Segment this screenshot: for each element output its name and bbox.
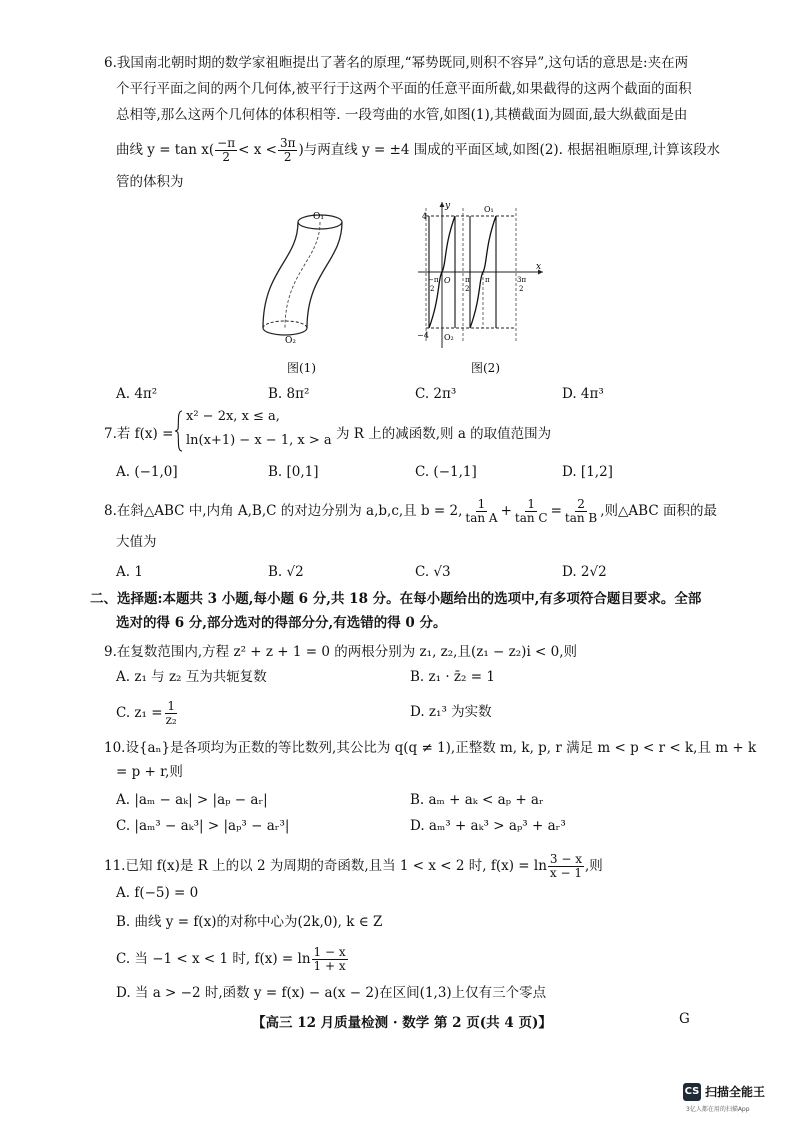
svg-text:−4: −4 (417, 331, 429, 340)
svg-text:3π: 3π (517, 276, 527, 284)
q11-option-b[interactable]: B. 曲线 y = f(x)的对称中心为(2k,0), k ∈ Z (116, 914, 383, 930)
q8-option-d[interactable]: D. 2√2 (562, 564, 607, 580)
q9-option-c[interactable] (116, 700, 180, 727)
q7-option-d[interactable]: D. [1,2] (562, 464, 613, 480)
q7-option-c[interactable]: C. (−1,1] (415, 464, 477, 480)
q6-line-3: 总相等,那么这两个几何体的体积相等. 一段弯曲的水管,如图(1),其横截面为圆面,最大纵截面是由 (116, 107, 688, 123)
svg-text:−π: −π (428, 276, 439, 284)
q10-option-c[interactable]: C. |aₘ³ − aₖ³| > |aₚ³ − aᵣ³| (116, 818, 290, 834)
q6-curve-text: 曲线 y = tan x (116, 142, 209, 158)
q11-stem-text: 11.已知 f(x)是 R 上的以 2 为周期的奇函数,且当 1 < x < 2 时, f(x) = ln (104, 858, 547, 874)
q7-prefix: 7.若 f(x) = (104, 426, 174, 442)
q11-option-c-label: C. 当 −1 < x < 1 时, f(x) = ln (116, 951, 311, 967)
q6-option-c[interactable]: C. 2π³ (415, 386, 457, 402)
q6-line-2: 个平行平面之间的两个几何体,被平行于这两个平面的任意平面所截,如果截得的这两个截面的面积 (116, 81, 692, 97)
q11-stem (104, 853, 603, 880)
scanner-logo-icon: CS (683, 1083, 701, 1101)
q6-option-d[interactable]: D. 4π³ (562, 386, 604, 402)
scanner-slogan: 3亿人都在用的扫描App (686, 1106, 750, 1113)
figure-1-pipe (255, 200, 365, 360)
q6-option-b[interactable]: B. 8π² (268, 386, 310, 402)
svg-text:O₂: O₂ (444, 333, 454, 342)
q6-option-a[interactable]: A. 4π² (116, 386, 158, 402)
svg-text:x: x (536, 262, 542, 272)
page-footer: 【高三 12 月质量检测 · 数学 第 2 页(共 4 页)】 (252, 1015, 552, 1031)
q7-piece-2: ln(x+1) − x − 1, x > a (186, 433, 332, 448)
q7-piece-1: x² − 2x, x ≤ a, (186, 409, 280, 424)
q9-option-c-label: C. z₁ = (116, 705, 163, 721)
svg-text:O: O (444, 276, 451, 285)
q9-option-a[interactable]: A. z₁ 与 z₂ 互为共轭复数 (116, 669, 267, 685)
q6-line-5: 管的体积为 (116, 174, 184, 190)
q7-brace (174, 410, 184, 452)
paper-version-letter: G (679, 1011, 690, 1027)
q8-stem: 8.在斜△ABC 中,内角 A,B,C 的对边分别为 a,b,c,且 b = 2, (104, 503, 463, 519)
fig1-label-top: O₁ (313, 212, 324, 222)
svg-text:π: π (465, 276, 470, 284)
svg-text:2: 2 (430, 285, 435, 293)
q9-stem: 9.在复数范围内,方程 z² + z + 1 = 0 的两根分别为 z₁, z₂,且(z₁ − z₂)i < 0,则 (104, 644, 578, 660)
q6-line-1: 6.我国南北朝时期的数学家祖暅提出了著名的原理,“幂势既同,则积不容异”,这句话的意思是:夹在两 (104, 55, 689, 71)
section-2-line-1: 二、选择题:本题共 3 小题,每小题 6 分,共 18 分。在每小题给出的选项中,有多项符合题目要求。全部 (90, 591, 702, 607)
q8-option-a[interactable]: A. 1 (116, 564, 143, 580)
q7-option-a[interactable]: A. (−1,0] (116, 464, 178, 480)
section-2-line-2: 选对的得 6 分,部分选对的得部分分,有选错的得 0 分。 (116, 615, 447, 631)
svg-text:y: y (445, 201, 451, 211)
svg-text:O₁: O₁ (484, 205, 494, 214)
q10-option-a[interactable]: A. |aₘ − aₖ| > |aₚ − aᵣ| (116, 792, 268, 808)
figure-1-caption: 图(1) (287, 361, 316, 375)
q8-option-c[interactable]: C. √3 (415, 564, 451, 580)
svg-text:4: 4 (422, 212, 428, 221)
q11-option-c[interactable] (116, 946, 349, 973)
q7-option-b[interactable]: B. [0,1] (268, 464, 319, 480)
q10-option-d[interactable]: D. aₘ³ + aₖ³ > aₚ³ + aᵣ³ (410, 818, 566, 834)
q7-suffix: 为 R 上的减函数,则 a 的取值范围为 (336, 426, 552, 442)
q8-line-2: 大值为 (116, 534, 157, 550)
q9-option-b[interactable]: B. z₁ · z̄₂ = 1 (410, 669, 495, 685)
q6-line-4 (116, 137, 720, 164)
scanner-app-name: 扫描全能王 (705, 1085, 766, 1099)
q9-option-d[interactable]: D. z₁³ 为实数 (410, 704, 492, 720)
q11-stem-rest: ,则 (585, 858, 603, 874)
q8-option-b[interactable]: B. √2 (268, 564, 304, 580)
figure-2-caption: 图(2) (471, 361, 500, 375)
svg-text:π: π (485, 276, 490, 284)
svg-text:2: 2 (465, 285, 470, 293)
q11-option-a[interactable]: A. f(−5) = 0 (116, 885, 199, 901)
q10-option-b[interactable]: B. aₘ + aₖ < aₚ + aᵣ (410, 792, 544, 808)
q8-stem-rest: ,则△ABC 面积的最 (600, 503, 717, 519)
q10-line-2: = p + r,则 (116, 764, 183, 780)
q11-stem-fraction: $\frac{3 - x}{x - 1}$ (549, 852, 583, 880)
q8-line-1 (104, 498, 717, 525)
q8-equation: $\frac{1}{\text{tan A}}$ + $\frac{1}{\text{tan C}}$ = $\frac{2}{\text{tan B}}$ (465, 497, 598, 525)
q10-line-1: 10.设{aₙ}是各项均为正数的等比数列,其公比为 q(q ≠ 1),正整数 m, k, p, r 满足 m < p < r < k,且 m + k (104, 740, 757, 756)
svg-text:2: 2 (519, 285, 524, 293)
q9-option-c-fraction: $\frac{1}{\text{z₂}}$ (165, 699, 177, 727)
figure-2-graph (408, 198, 548, 350)
fig1-label-bottom: O₂ (285, 336, 296, 346)
q6-curve-text-rest: 与两直线 y = ±4 围成的平面区域,如图(2). 根据祖暅原理,计算该段水 (303, 142, 721, 158)
q6-domain: ( $\frac{-\pi}{2}$ < x < $\frac{3\pi}{2}$ ) (208, 136, 304, 164)
q11-option-c-fraction: $\frac{1 - x}{1 + x}$ (313, 945, 346, 973)
q11-option-d[interactable]: D. 当 a > −2 时,函数 y = f(x) − a(x − 2)在区间(1,3)上仅有三个零点 (116, 985, 547, 1001)
